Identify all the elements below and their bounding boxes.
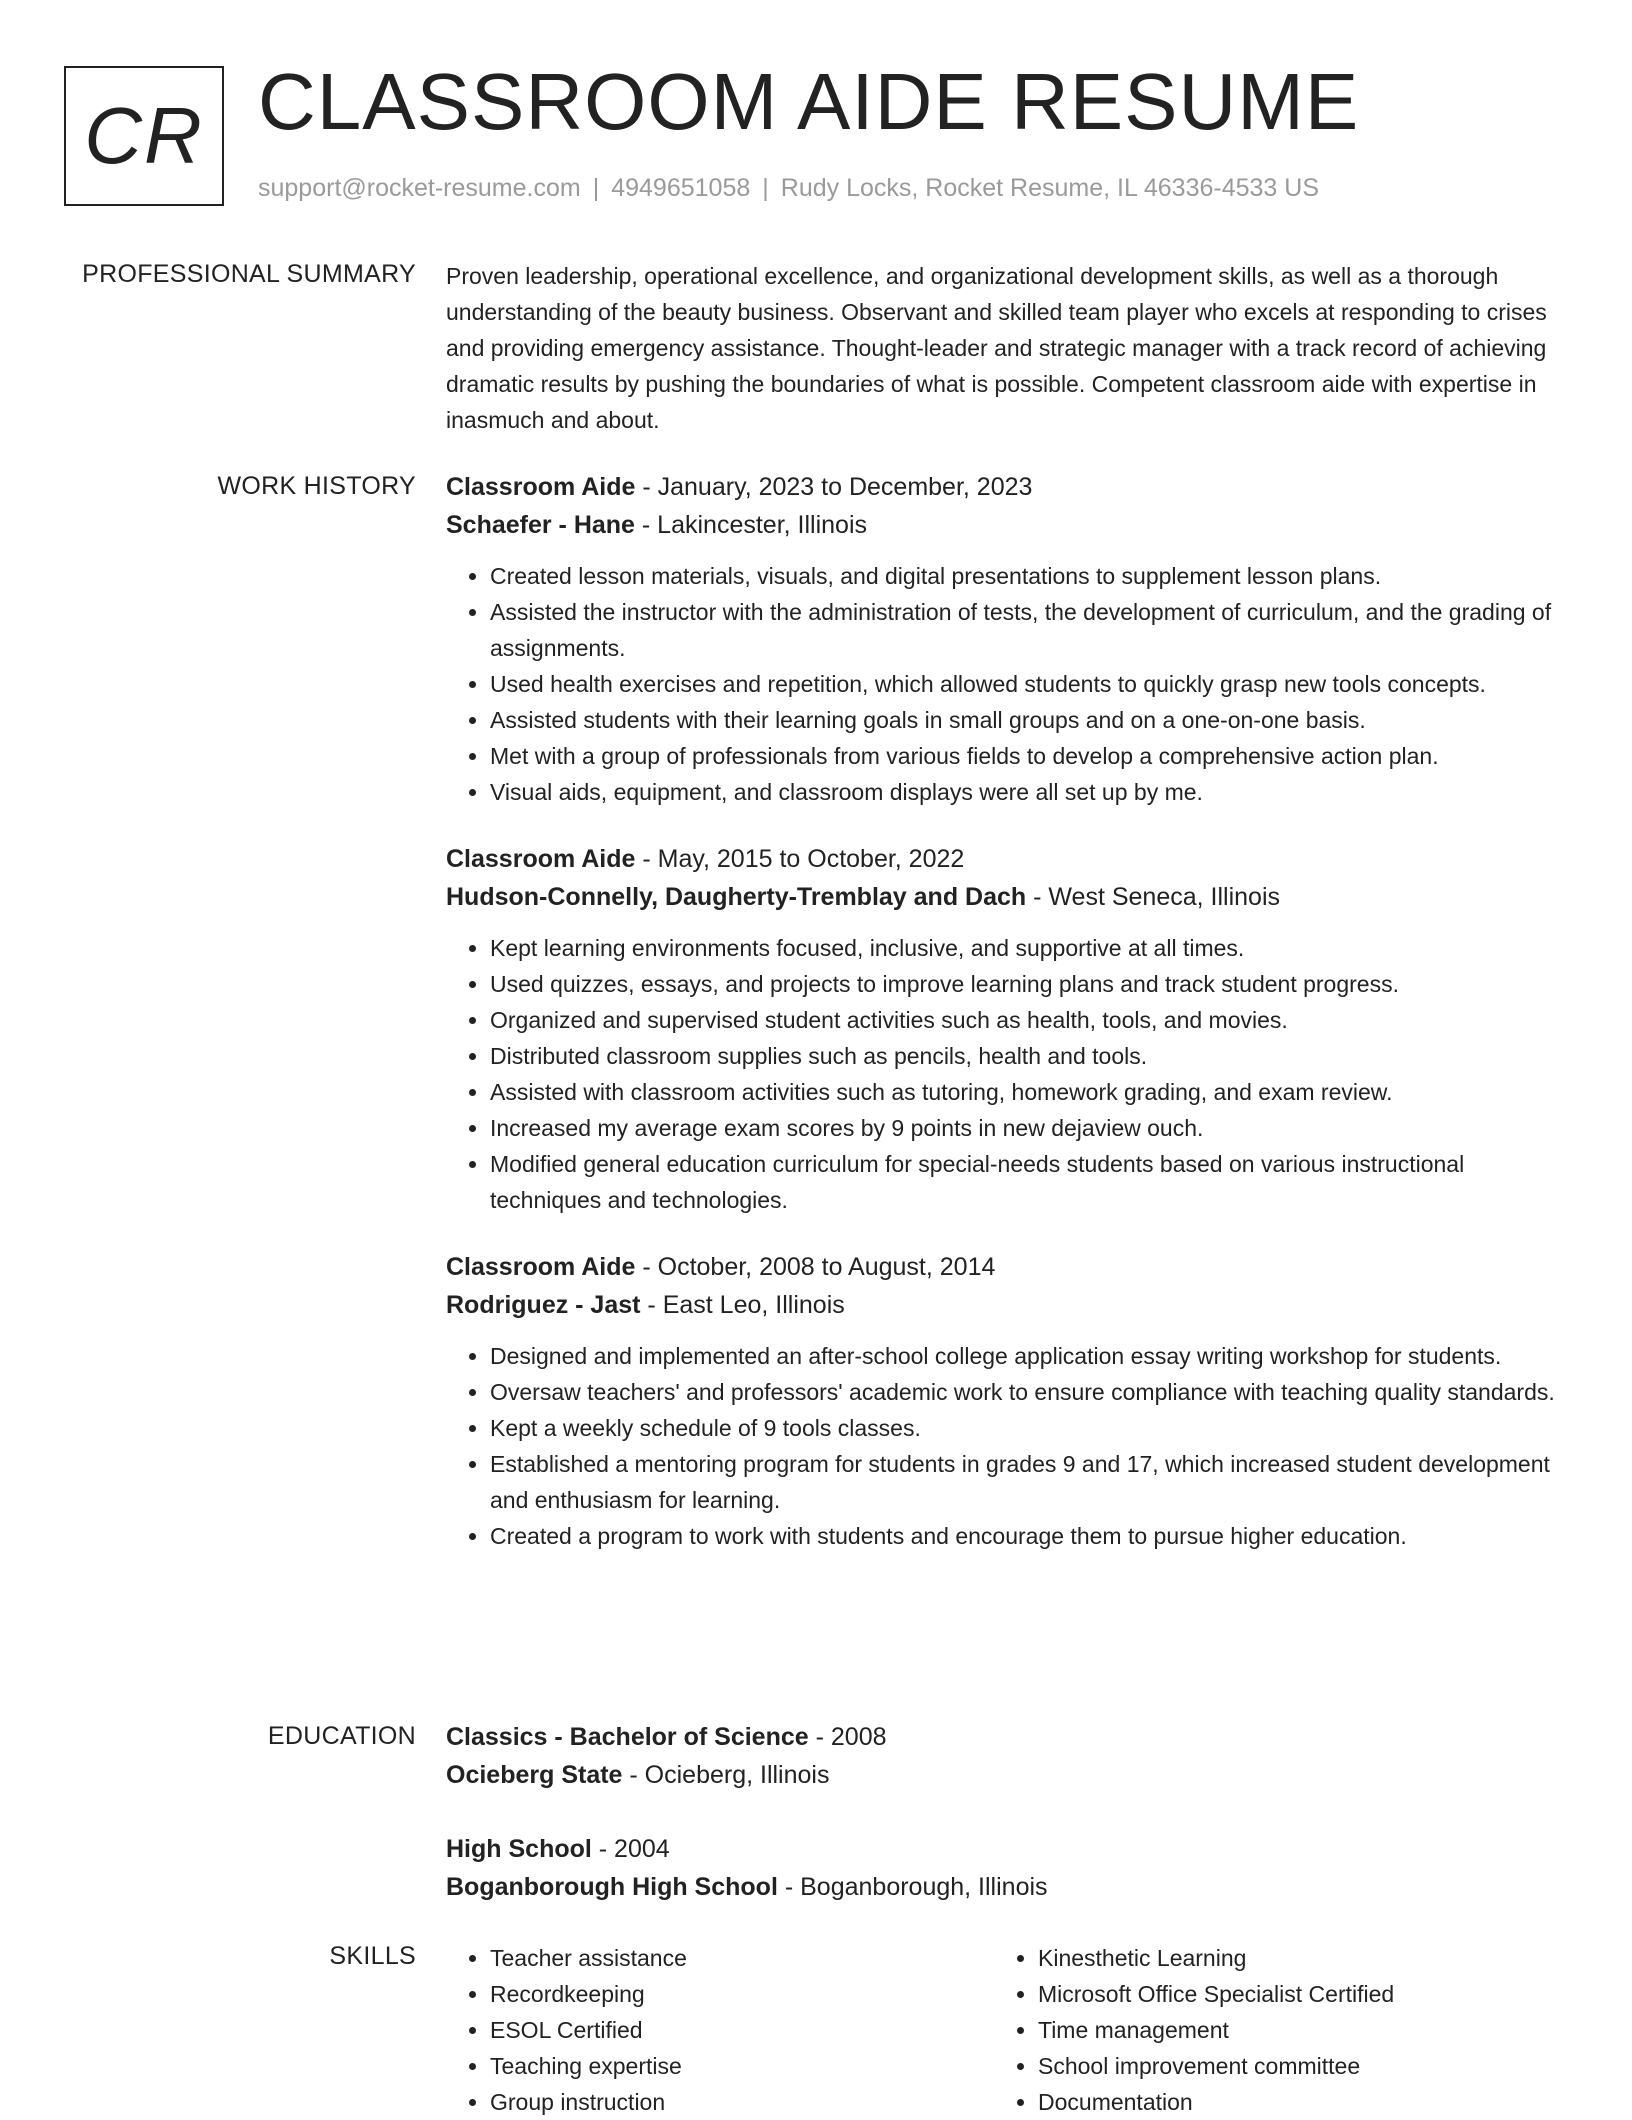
- job-bullet: • Created a program to work with students and encourage them to pursue higher education.: [490, 1518, 1556, 1554]
- job-bullet: • Designed and implemented an after-school college application essay writing workshop for students.: [490, 1338, 1556, 1374]
- job-company-line: [446, 1286, 1556, 1324]
- job-bullet: • Used quizzes, essays, and projects to improve learning plans and track student progress.: [490, 966, 1556, 1002]
- education-year: - 2008: [808, 1723, 887, 1751]
- skills-body: [446, 1940, 1556, 2120]
- job-bullet: • Assisted the instructor with the administration of tests, the development of curriculum, and the grading of assignments.: [490, 594, 1556, 666]
- job-bullet: • Assisted with classroom activities such as tutoring, homework grading, and exam review.: [490, 1074, 1556, 1110]
- job-company: Schaefer - Hane: [446, 511, 635, 539]
- contact-phone[interactable]: 4949651058: [611, 174, 751, 202]
- job-company-line: [446, 506, 1556, 544]
- job-dates: - January, 2023 to December, 2023: [635, 473, 1033, 501]
- skill-item: • School improvement committee: [1038, 2048, 1542, 2084]
- contact-email[interactable]: support@rocket-resume.com: [258, 174, 581, 202]
- education-school-line: [446, 1868, 1556, 1906]
- education-school: Ocieberg State: [446, 1761, 623, 1789]
- skill-item: • Microsoft Office Specialist Certified: [1038, 1976, 1542, 2012]
- education-location: - Ocieberg, Illinois: [622, 1761, 830, 1789]
- job-bullet: • Used health exercises and repetition, which allowed students to quickly grasp new tools concepts.: [490, 666, 1556, 702]
- job-bullet: • Distributed classroom supplies such as pencils, health and tools.: [490, 1038, 1556, 1074]
- job-bullets: [446, 930, 1556, 1218]
- job-title: Classroom Aide: [446, 845, 636, 873]
- job-bullet: • Modified general education curriculum for special-needs students based on various instructional techniques and technologies.: [490, 1146, 1556, 1218]
- work-history-body: [446, 468, 1556, 1584]
- monogram-initials: CR: [84, 91, 204, 180]
- job-location: - Lakincester, Illinois: [634, 511, 868, 539]
- summary-text: Proven leadership, operational excellence, and organizational development skills, as well as a thorough understanding of the beauty business. Observant and skilled team player who excels at responding to crises and providing emergency assistance. Thought-leader and strategic manager with a track record of achieving dramatic results by pushing the boundaries of what is possible. Competent classroom aide with expertise in inasmuch and about.: [446, 263, 1547, 433]
- education-degree: Classics - Bachelor of Science: [446, 1723, 809, 1751]
- education-heading: EDUCATION: [267, 1722, 416, 1750]
- skill-item: • Teacher assistance: [490, 1940, 994, 1976]
- skill-item: • ESOL Certified: [490, 2012, 994, 2048]
- job-location: - West Seneca, Illinois: [1026, 883, 1280, 911]
- job-bullet: • Visual aids, equipment, and classroom displays were all set up by me.: [490, 774, 1556, 810]
- job-title-line: [446, 840, 1556, 878]
- job-bullets: [446, 1338, 1556, 1554]
- resume-title: CLASSROOM AIDE RESUME: [258, 57, 1360, 146]
- education-school: Boganborough High School: [446, 1873, 778, 1901]
- job-entry: [446, 1248, 1556, 1554]
- education-degree-line: [446, 1718, 1556, 1756]
- job-location: - East Leo, Illinois: [640, 1291, 845, 1319]
- work-history-heading: WORK HISTORY: [217, 472, 416, 500]
- skill-item: • Recordkeeping: [490, 1976, 994, 2012]
- education-degree: High School: [446, 1835, 592, 1863]
- job-company-line: [446, 878, 1556, 916]
- education-entry: [446, 1718, 1556, 1794]
- skills-list-left: [446, 1940, 994, 2120]
- job-bullet: • Assisted students with their learning goals in small groups and on a one-on-one basis.: [490, 702, 1556, 738]
- job-entry: [446, 468, 1556, 810]
- monogram-box: [64, 66, 224, 206]
- education-year: - 2004: [591, 1835, 670, 1863]
- job-bullet: • Established a mentoring program for students in grades 9 and 17, which increased student development and enthusiasm for learning.: [490, 1446, 1556, 1518]
- education-degree-line: [446, 1830, 1556, 1868]
- contact-line: [258, 174, 1319, 203]
- job-bullet: • Created lesson materials, visuals, and digital presentations to supplement lesson plans.: [490, 558, 1556, 594]
- job-dates: - October, 2008 to August, 2014: [635, 1253, 996, 1281]
- job-bullet: • Organized and supervised student activities such as health, tools, and movies.: [490, 1002, 1556, 1038]
- contact-address: Rudy Locks, Rocket Resume, IL 46336-4533 US: [780, 174, 1320, 202]
- job-bullet: • Met with a group of professionals from various fields to develop a comprehensive action plan.: [490, 738, 1556, 774]
- contact-separator: |: [762, 174, 769, 202]
- education-location: - Boganborough, Illinois: [777, 1873, 1048, 1901]
- job-bullet: • Kept a weekly schedule of 9 tools classes.: [490, 1410, 1556, 1446]
- education-school-line: [446, 1756, 1556, 1794]
- job-bullets: [446, 558, 1556, 810]
- summary-heading: PROFESSIONAL SUMMARY: [82, 260, 416, 288]
- skill-item: • Documentation: [1038, 2084, 1542, 2120]
- skill-item: • Kinesthetic Learning: [1038, 1940, 1542, 1976]
- skill-item: • Group instruction: [490, 2084, 994, 2120]
- job-title: Classroom Aide: [446, 1253, 636, 1281]
- job-bullet: • Kept learning environments focused, inclusive, and supportive at all times.: [490, 930, 1556, 966]
- job-company: Rodriguez - Jast: [446, 1291, 641, 1319]
- job-bullet: • Oversaw teachers' and professors' academic work to ensure compliance with teaching quality standards.: [490, 1374, 1556, 1410]
- job-dates: - May, 2015 to October, 2022: [635, 845, 965, 873]
- skills-list-right: [994, 1940, 1542, 2120]
- skills-heading: SKILLS: [329, 1942, 416, 1970]
- job-bullet: • Increased my average exam scores by 9 points in new dejaview ouch.: [490, 1110, 1556, 1146]
- education-entry: [446, 1830, 1556, 1906]
- job-title: Classroom Aide: [446, 473, 636, 501]
- skill-item: • Time management: [1038, 2012, 1542, 2048]
- contact-separator: |: [592, 174, 600, 202]
- job-company: Hudson-Connelly, Daugherty-Tremblay and Dach: [446, 883, 1027, 911]
- job-title-line: [446, 1248, 1556, 1286]
- summary-body: [446, 260, 1556, 438]
- job-entry: [446, 840, 1556, 1218]
- job-title-line: [446, 468, 1556, 506]
- education-body: [446, 1718, 1556, 1942]
- skill-item: • Teaching expertise: [490, 2048, 994, 2084]
